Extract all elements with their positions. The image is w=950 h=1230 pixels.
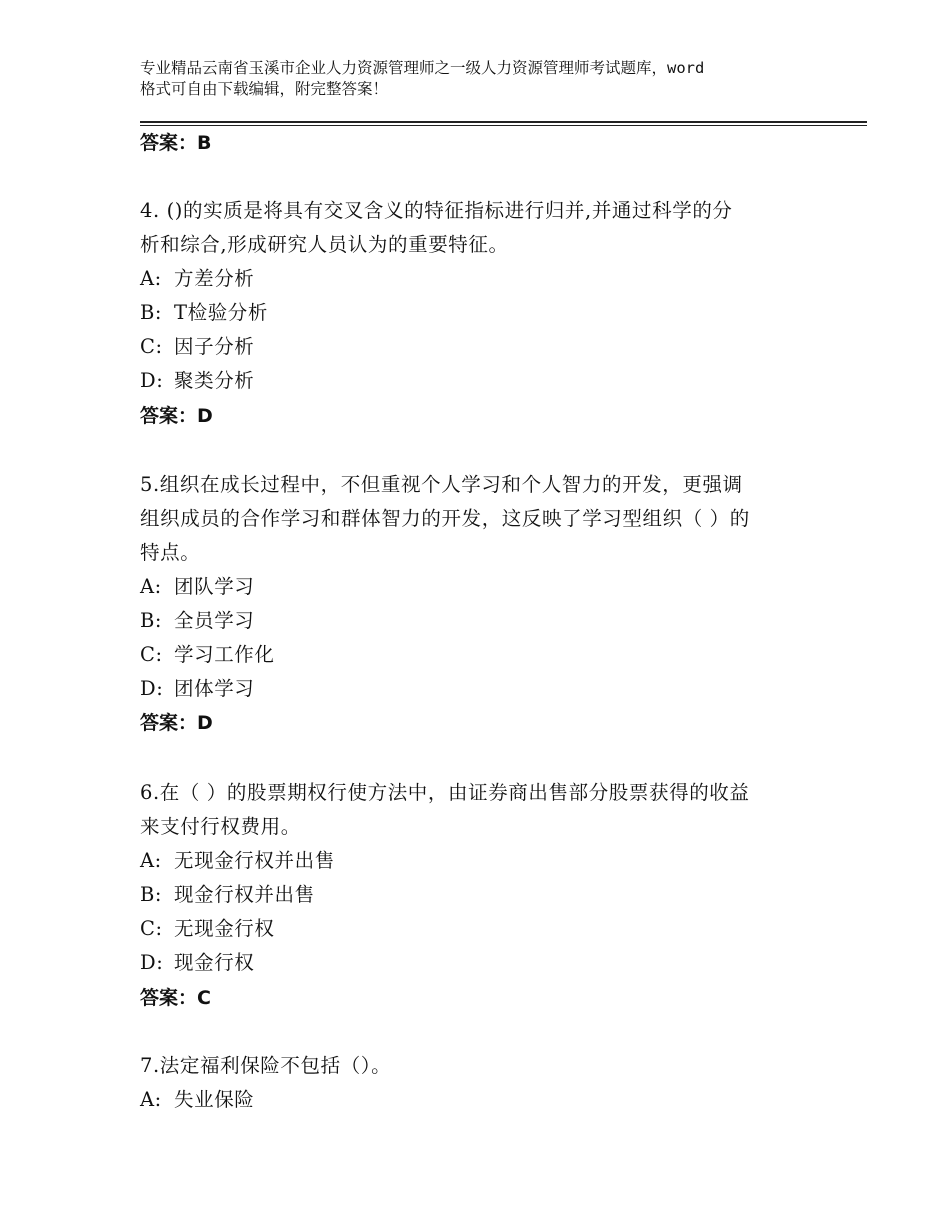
option-letter: D: bbox=[140, 951, 164, 974]
question-4-stem-line-2: 析和综合,形成研究人员认为的重要特征。 bbox=[140, 233, 509, 256]
option-text: 团队学习 bbox=[174, 575, 255, 598]
option-letter: B: bbox=[140, 883, 163, 906]
option-letter: A: bbox=[140, 849, 162, 872]
option-letter: D: bbox=[140, 369, 164, 392]
option-text: 方差分析 bbox=[174, 267, 255, 290]
option-text: 全员学习 bbox=[174, 609, 255, 632]
option-text: 因子分析 bbox=[174, 335, 255, 358]
option-text: 学习工作化 bbox=[174, 643, 275, 666]
option-letter: C: bbox=[140, 917, 163, 940]
option-text: 无现金行权并出售 bbox=[174, 849, 335, 872]
option-letter: A: bbox=[140, 575, 162, 598]
question-6-option-a bbox=[140, 848, 335, 874]
question-5-stem-line-3: 特点。 bbox=[140, 541, 201, 564]
option-letter: A: bbox=[140, 1088, 162, 1111]
question-6-option-b bbox=[140, 882, 315, 908]
option-letter: A: bbox=[140, 267, 162, 290]
question-4-option-b bbox=[140, 300, 268, 326]
question-5-answer: 答案：D bbox=[140, 712, 213, 734]
header-divider-thick bbox=[140, 121, 867, 123]
option-text: 现金行权 bbox=[174, 951, 255, 974]
option-letter: C: bbox=[140, 643, 163, 666]
option-letter: D: bbox=[140, 677, 164, 700]
question-5-stem-line-2: 组织成员的合作学习和群体智力的开发，这反映了学习型组织（ ）的 bbox=[140, 507, 750, 530]
question-6-stem-line-1: 6.在（ ）的股票期权行使方法中，由证券商出售部分股票获得的收益 bbox=[140, 781, 750, 804]
question-5-option-b bbox=[140, 608, 254, 634]
question-6-answer: 答案：C bbox=[140, 987, 211, 1009]
option-text: 无现金行权 bbox=[174, 917, 275, 940]
question-5-option-d bbox=[140, 676, 254, 702]
document-header bbox=[140, 58, 840, 100]
question-7-stem-line-1: 7.法定福利保险不包括（）。 bbox=[140, 1054, 392, 1077]
question-7-option-a bbox=[140, 1087, 254, 1113]
question-5-stem-line-1: 5.组织在成长过程中，不但重视个人学习和个人智力的开发，更强调 bbox=[140, 473, 743, 496]
question-4-option-a bbox=[140, 266, 254, 292]
question-6-option-d bbox=[140, 950, 254, 976]
option-text: T检验分析 bbox=[174, 301, 269, 324]
question-6-stem-line-2: 来支付行权费用。 bbox=[140, 815, 301, 838]
option-text: 聚类分析 bbox=[174, 369, 255, 392]
question-5-option-c bbox=[140, 642, 275, 668]
option-letter: C: bbox=[140, 335, 163, 358]
option-letter: B: bbox=[140, 609, 163, 632]
question-4-option-c bbox=[140, 334, 254, 360]
option-text: 失业保险 bbox=[174, 1088, 255, 1111]
question-6-option-c bbox=[140, 916, 275, 942]
answer-prev: 答案：B bbox=[140, 132, 212, 154]
option-letter: B: bbox=[140, 301, 163, 324]
option-text: 团体学习 bbox=[174, 677, 255, 700]
header-line-2: 格式可自由下载编辑，附完整答案！ bbox=[140, 80, 389, 98]
question-4-option-d bbox=[140, 368, 254, 394]
header-divider-thin bbox=[140, 125, 867, 126]
question-4-answer: 答案：D bbox=[140, 405, 213, 427]
header-line-1: 专业精品云南省玉溪市企业人力资源管理师之一级人力资源管理师考试题库，word bbox=[140, 59, 705, 77]
question-5-option-a bbox=[140, 574, 254, 600]
option-text: 现金行权并出售 bbox=[174, 883, 315, 906]
question-4-stem-line-1: 4. ()的实质是将具有交叉含义的特征指标进行归并,并通过科学的分 bbox=[140, 199, 733, 222]
